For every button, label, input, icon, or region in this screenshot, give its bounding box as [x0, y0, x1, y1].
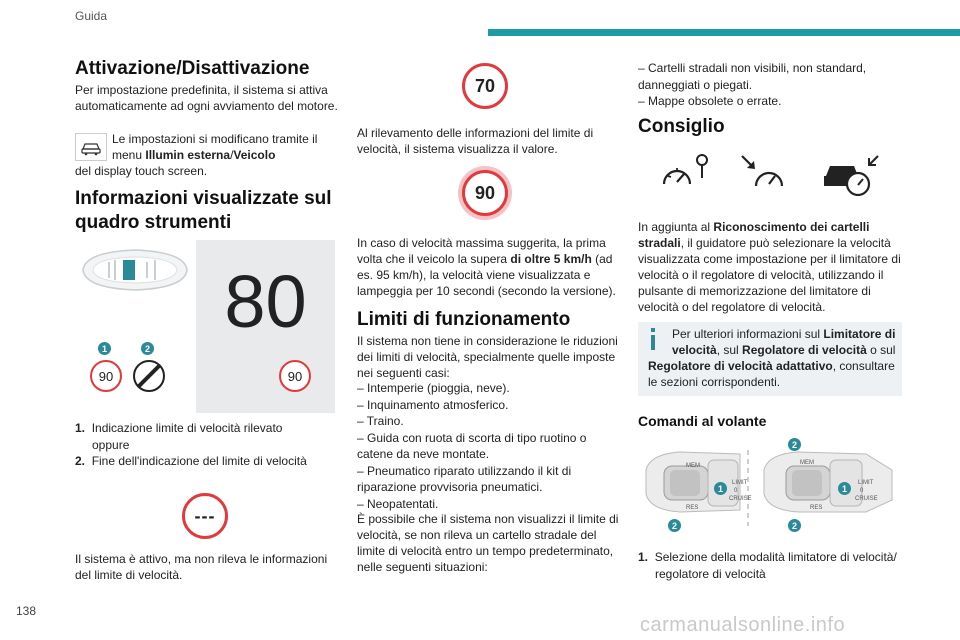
paragraph-not-displayed: È possibile che il sistema non visualizzi il limite di velocità, se non rileva un cartello stradale del limite di velocità entro un tempo predeterminato, nelle seguenti situazioni: — [357, 512, 619, 574]
speed-reading: 80 — [224, 260, 307, 343]
info-icon — [648, 328, 658, 350]
heading-advice: Consiglio — [638, 116, 725, 137]
menu-vehicle: Veicolo — [233, 148, 276, 162]
car-speedometer-icon — [820, 152, 882, 196]
section-title: Guida — [75, 9, 108, 23]
speedometer-pin-icon — [658, 152, 718, 192]
info-text-head — [672, 326, 900, 358]
suggested-text-c: (ad es. 95 km/h), la velocità viene visualizzata e lampeggia per 10 secondi (secondo la versione). — [357, 252, 616, 298]
car-settings-icon — [75, 133, 107, 161]
camera-illustration — [75, 240, 195, 300]
limits-item: – Inquinamento atmosferico. — [357, 397, 509, 412]
no-info-sign: --- — [182, 493, 228, 539]
speedometer-arrow-icon — [738, 152, 788, 192]
situations-item: – Cartelli stradali non visibili, non standard, danneggiati o piegati. — [638, 61, 867, 92]
paragraph-no-info: Il sistema è attivo, ma non rileva le informazioni del limite di velocità. — [75, 552, 328, 582]
situations-item: – Mappe obsolete o errate. — [638, 94, 782, 108]
stalk-badge-2-right: 2 — [788, 519, 801, 532]
menu-external-lights: Illumin esterna — [145, 148, 231, 162]
paragraph-detection: Al rilevamento delle informazioni del limite di velocità, il sistema visualizza il valore. — [357, 126, 594, 156]
legend-num-2: 2. — [75, 454, 86, 468]
limits-item: – Traino. — [357, 414, 404, 428]
label-cruise-right: CRUISE — [855, 496, 878, 502]
label-off-left: 0 — [734, 488, 738, 494]
advice-text-a: In aggiunta al — [638, 220, 714, 234]
speed-limit-sign-left: 90 — [90, 360, 122, 392]
page-number: 138 — [16, 604, 37, 618]
advice-text-c: , il guidatore può selezionare la velocità visualizzata come impostazione per il limitatore di velocità o il regolatore di velocità, utilizzando il pulsante di memorizzazione del limitatore di velocità o del regolatore di velocità. — [638, 236, 901, 314]
legend-text-2: Fine dell'indicazione del limite di velocità — [91, 454, 307, 468]
stalk-badge-2-top: 2 — [788, 438, 801, 451]
limits-item: – Intemperie (pioggia, neve). — [357, 381, 510, 395]
label-cruise-left: CRUISE — [729, 496, 752, 502]
info-text-c: , sul — [716, 343, 743, 357]
callout-badge-2: 2 — [141, 342, 154, 355]
controls-num-1: 1. — [638, 550, 649, 564]
suggested-text-a: In caso di velocità massima suggerita, la prima volta che il veicolo la supera — [357, 236, 606, 266]
advice-text-bold: Riconoscimento dei cartelli stradali — [638, 220, 870, 250]
limits-item: – Neopatentati. — [357, 496, 439, 511]
info-text-g: , consultare le sezioni corrispondenti. — [648, 359, 895, 389]
heading-activation: Attivazione/Disattivazione — [75, 58, 310, 79]
controls-item-1 — [638, 549, 903, 582]
label-res-left: RES — [686, 505, 699, 511]
legend-num-1: 1. — [75, 421, 86, 435]
end-of-limit-icon — [132, 359, 166, 393]
limits-item: – Pneumatico riparato utilizzando il kit di riparazione provvisoria pneumatici. — [357, 463, 572, 494]
legend-text-1: Indicazione limite di velocità rilevato — [91, 421, 283, 435]
label-limit-left: LIMIT — [732, 480, 748, 486]
info-text-e: o sul — [866, 343, 896, 357]
suggested-text-bold: di oltre 5 km/h — [510, 252, 592, 266]
label-res-right: RES — [810, 505, 823, 511]
legend-list — [75, 420, 340, 470]
paragraph-advice — [638, 219, 903, 315]
settings-text-a: Le impostazioni si modificano tramite il menu — [112, 132, 318, 162]
paragraph-settings-end: del display touch screen. — [75, 164, 208, 178]
controls-list — [638, 549, 903, 582]
heading-cluster-info: Informazioni visualizzate sul quadro strumenti — [75, 188, 332, 233]
limits-list — [357, 380, 622, 512]
legend-item-2 — [75, 453, 340, 470]
controls-text-1: Selezione della modalità limitatore di velocità/ regolatore di velocità — [654, 550, 897, 581]
legend-item-1-alt: oppure — [92, 437, 130, 452]
paragraph-settings — [112, 131, 340, 163]
heading-limits: Limiti di funzionamento — [357, 309, 571, 330]
info-adaptive-cruise: Regolatore di velocità adattativo — [648, 359, 833, 373]
stalk-badge-1-left: 1 — [714, 482, 727, 495]
header-accent-bar — [488, 29, 960, 36]
situations-list — [638, 60, 903, 110]
info-text-a: Per ulteriori informazioni sul — [672, 327, 824, 341]
limits-item: – Guida con ruota di scorta di tipo ruotino o catene da neve montate. — [357, 430, 587, 461]
legend-item-1 — [75, 420, 340, 437]
callout-badge-1: 1 — [98, 342, 111, 355]
settings-slash: / — [230, 148, 234, 162]
paragraph-limits: Il sistema non tiene in considerazione le riduzioni dei limiti di velocità, specialmente quelle imposte nei seguenti casi: — [357, 334, 618, 380]
paragraph-suggested-speed — [357, 235, 622, 299]
label-mem-right: MEM — [800, 460, 814, 466]
label-mem-left: MEM — [686, 463, 700, 469]
label-off-right: 0 — [860, 488, 864, 494]
speed-sign-90-flashing: 90 — [462, 170, 508, 216]
label-limit-right: LIMIT — [858, 480, 874, 486]
paragraph-default: Per impostazione predefinita, il sistema si attiva automaticamente ad ogni avviamento del motore. — [75, 83, 338, 113]
speed-sign-70: 70 — [462, 63, 508, 109]
info-text-tail — [648, 358, 900, 390]
speed-limit-sign-right: 90 — [279, 360, 311, 392]
heading-steering-controls: Comandi al volante — [638, 413, 767, 429]
watermark: carmanualsonline.info — [640, 614, 846, 636]
stalk-badge-2-left: 2 — [668, 519, 681, 532]
stalk-badge-1-right: 1 — [838, 482, 851, 495]
info-speed-limiter: Limitatore di velocità — [672, 327, 896, 357]
info-cruise-control: Regolatore di velocità — [742, 343, 867, 357]
